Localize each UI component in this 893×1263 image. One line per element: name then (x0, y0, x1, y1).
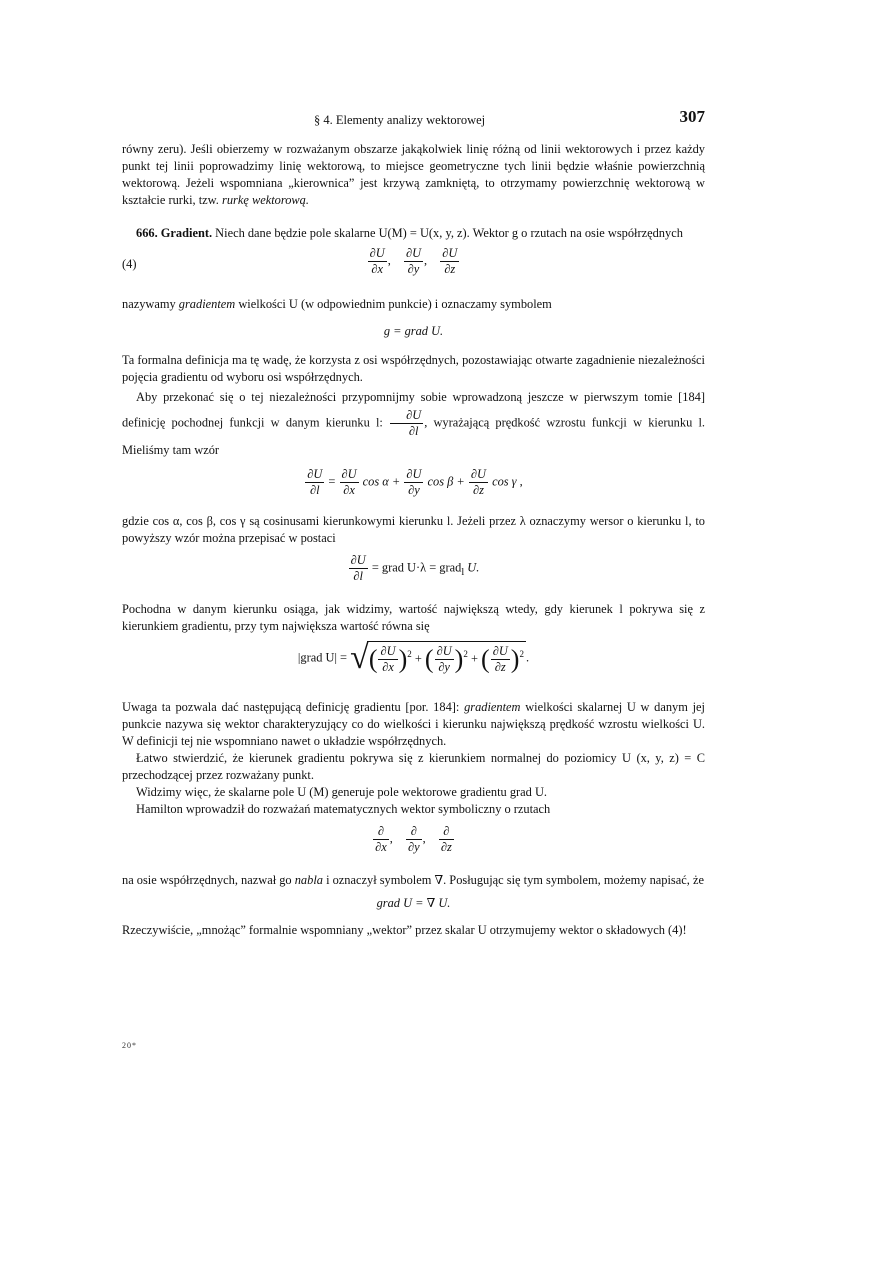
paragraph-alt-definition: Uwaga ta pozwala dać następującą definicję gradientu [por. 184]: gradientem wielkości skalarnej U w danym jej punkcie nazywa się wektor charakteryzujący co do wielkości i kierunku największą prędkość wzrostu wielkości U. W definicji tej nie wspomniano nawet o układzie współrzędnych. (122, 700, 705, 748)
equation-4: (4) $\frac{\partial U}{\partial x}$ , $\frac{\partial U}{\partial y}$ , $\frac{\partial U}{\partial z}$ (122, 246, 458, 276)
running-header (122, 107, 705, 134)
paragraph-drawback: Ta formalna definicja ma tę wadę, że korzysta z osi współrzędnych, pozostawiając otwarte zagadnienie niezależności pojęcia gradientu od wyboru osi współrzędnych. (122, 353, 705, 384)
fraction-dUdz: $\frac{\partial U}{\partial z}$ (442, 246, 458, 276)
footer-signature-mark: 20* (122, 1041, 137, 1050)
paragraph-hamilton: Hamilton wprowadził do rozważań matematycznych wektor symboliczny o rzutach (136, 802, 551, 816)
page-number: 307 (679, 107, 705, 126)
running-title: § 4. Elementy analizy wektorowej (314, 113, 486, 127)
fraction-dUdy: $\frac{\partial U}{\partial y}$ (405, 246, 422, 276)
paragraph-scalar-field: Widzimy więc, że skalarne pole U (M) generuje pole wektorowe gradientu grad U. (136, 785, 547, 799)
equation-grad-nabla: grad U = ∇ U. (376, 896, 451, 910)
equation-grad-lambda: $\frac{\partial U}{\partial l}$ = grad U·λ = grad$_l$ U. (350, 553, 480, 583)
paragraph-indeed: Rzeczywiście, „mnożąc” formalnie wspomniany „wektor” przez skalar U otrzymujemy wektor o składowych (4)! (122, 923, 687, 937)
paragraph-level-surface: Łatwo stwierdzić, że kierunek gradientu pokrywa się z kierunkiem normalnej do poziomicy U (x, y, z) = C przechodzącej przez rozważany punkt. (122, 751, 705, 782)
page (122, 107, 706, 939)
equation-nabla-components: ∂ ∂x , ∂ ∂y , ∂ ∂z (375, 824, 452, 854)
paragraph-max-value: Pochodna w danym kierunku osiąga, jak widzimy, wartość największą wtedy, gdy kierunek l pokrywa się z kierunkiem gradientu, przy tym największa wartość równa się (122, 602, 705, 633)
equation-label: (4) (122, 257, 137, 271)
term-nabla: nabla (294, 873, 323, 887)
paragraph-gradient-def: 666. Gradient. Niech dane będzie pole skalarne U(M) = U(x, y, z). Wektor g o rzutach na osie współrzędnych (136, 226, 683, 240)
paragraph-nabla: na osie współrzędnych, nazwał go nabla i oznaczył symbolem ∇. Posługując się tym symbolem, możemy napisać, że (122, 873, 704, 887)
section-number: 666. (136, 226, 158, 240)
paragraph-cosines: gdzie cos α, cos β, cos γ są cosinusami kierunkowymi kierunku l. Jeżeli przez λ oznaczymy wersor o kierunku l, to powyższy wzór można przepisać w postaci (122, 514, 705, 545)
term-gradient: gradientem (178, 297, 236, 311)
fraction-dUdl: $\frac{\partial U}{\partial l}$ (390, 408, 423, 439)
fraction-dUdx: $\frac{\partial U}{\partial x}$ (369, 246, 385, 276)
equation-direction-cosines: $\frac{\partial U}{\partial l}$ = $\frac{\partial U}{\partial x}$ cos α + $\frac{\partial U}{\partial y}$ cos β + $\frac{\partial U}{\partial z}$ cos γ , (307, 467, 523, 497)
section-heading: Gradient. (160, 226, 213, 240)
paragraph-directional-derivative: Aby przekonać się o tej niezależności przypomnijmy sobie wprowadzoną jeszcze w pierwszym tomie [184] definicję pochodnej funkcji w danym kierunku l: $\frac{\partial U}{\partial l}$ , wyrażającą prędkość wzrostu funkcji w kierunku l. Mieliśmy tam wzór (122, 390, 706, 457)
equation-g-grad: g = grad U. (383, 324, 444, 338)
paragraph-symbol: nazywamy gradientem wielkości U (w odpowiednim punkcie) i oznaczamy symbolem (122, 297, 552, 311)
equation-grad-norm: |grad U| = √( $\frac{\partial U}{\partial x}$ )$^2$ + ( $\frac{\partial U}{\partial y}$ )$^2$ + ( $\frac{\partial U}{\partial z}$ )$^2$ . (297, 639, 530, 676)
square-root: √( $\frac{\partial U}{\partial x}$ )$^2$ + ( $\frac{\partial U}{\partial y}$ )$^2$ + ( $\frac{\partial U}{\partial z}$ )$^2$ (350, 639, 524, 676)
paragraph-vector-tube: równy zeru). Jeśli obierzemy w rozważanym obszarze jakąkolwiek linię różną od linii wektorowych i przez każdy punkt tej linii poprowadzimy linię wektorową, to miejsce geometryczne tych linii będzie właśnie powierzchnią wektorową. Jeżeli wspomniana „kierownica” jest krzywą zamkniętą, to otrzymamy powierzchnię wektorową w kształcie rurki, tzw. rurkę wektorową. (122, 142, 705, 207)
term-gradient-2: gradientem (464, 700, 521, 714)
term-vector-tube: rurkę wektorową. (222, 193, 309, 207)
